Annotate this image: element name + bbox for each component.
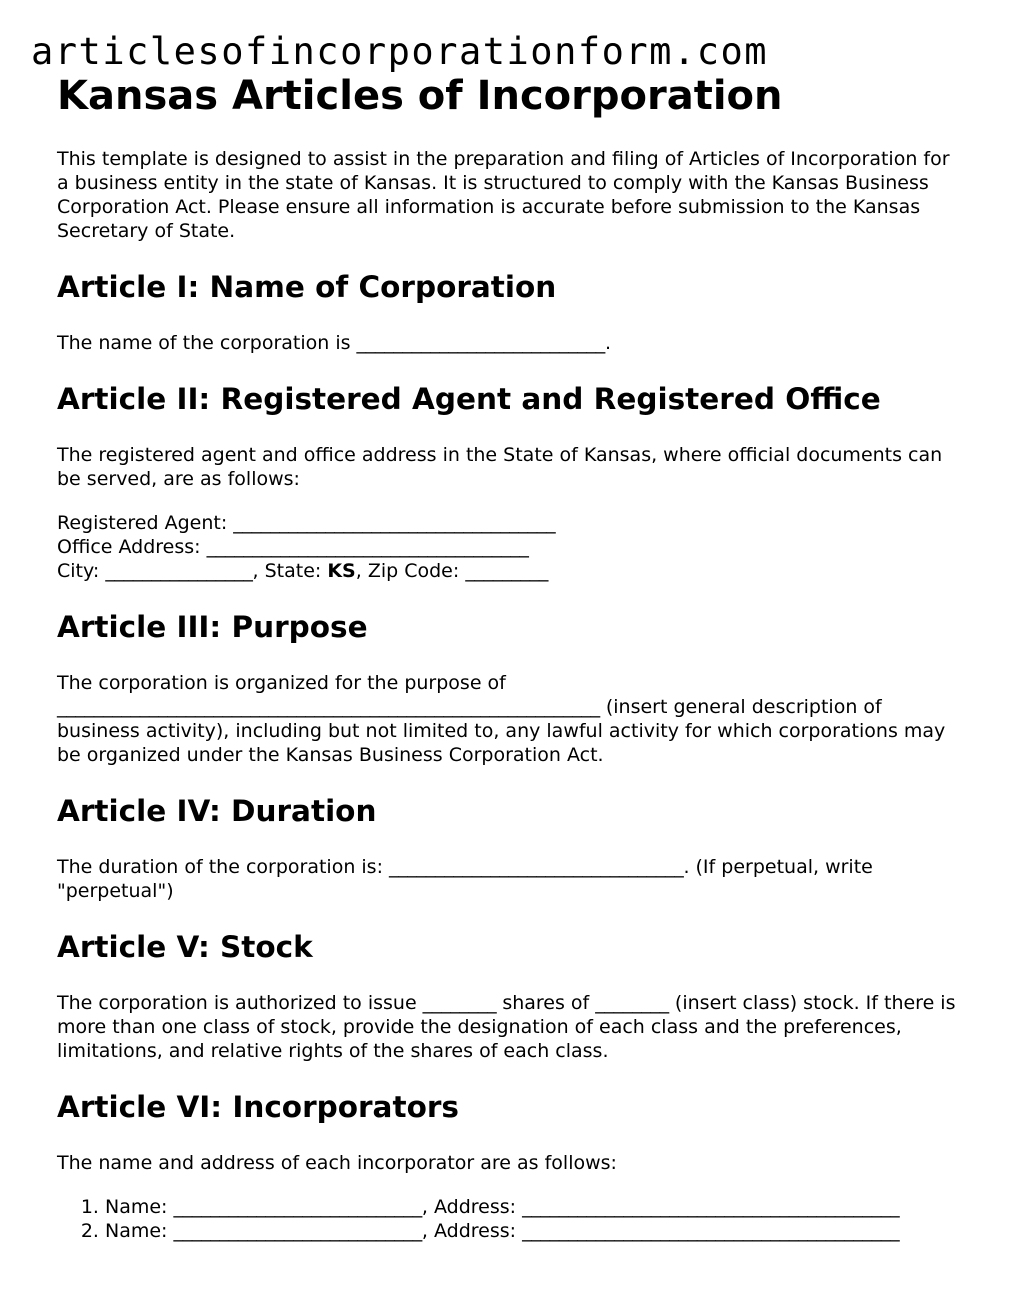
registered-agent-block xyxy=(57,511,957,583)
stock-class-blank[interactable]: ________ xyxy=(595,992,669,1014)
corporation-name-blank[interactable]: ___________________________ xyxy=(356,332,605,354)
zip-code-blank[interactable]: _________ xyxy=(465,560,549,582)
purpose-blank[interactable]: ___________________________________________________________ xyxy=(57,696,600,718)
article-4-heading: Article IV: Duration xyxy=(57,794,377,828)
article-1-text: The name of the corporation is ___________________________. xyxy=(57,332,611,354)
incorporator-item: 1. Name: ___________________________, Address: _________________________________________ xyxy=(105,1195,957,1219)
incorporator-item: 2. Name: ___________________________, Address: _________________________________________ xyxy=(105,1219,957,1243)
registered-agent-line: Registered Agent: ___________________________________ xyxy=(57,512,556,534)
article-3-text: The corporation is organized for the purpose of ___________________________________________________________ (insert general description of business activity), including but not limited to, any lawful activity for which corporations may be organized under the Kansas Business Corporation Act. xyxy=(57,672,946,766)
incorporator-address-blank[interactable]: _________________________________________ xyxy=(522,1220,900,1242)
state-value: KS xyxy=(327,560,356,582)
office-address-line: Office Address: ___________________________________ xyxy=(57,536,529,558)
article-3-heading: Article III: Purpose xyxy=(57,610,368,644)
document xyxy=(57,72,957,1243)
office-address-blank[interactable]: ___________________________________ xyxy=(206,536,529,558)
article-1-heading: Article I: Name of Corporation xyxy=(57,270,557,304)
article-6-heading: Article VI: Incorporators xyxy=(57,1090,459,1124)
duration-blank[interactable]: ________________________________ xyxy=(389,856,684,878)
article-5-heading: Article V: Stock xyxy=(57,930,313,964)
article-6-text: The name and address of each incorporator are as follows: xyxy=(57,1152,617,1174)
shares-count-blank[interactable]: ________ xyxy=(422,992,497,1014)
article-2-heading: Article II: Registered Agent and Registered Office xyxy=(57,382,881,416)
incorporator-name-blank[interactable]: ___________________________ xyxy=(173,1220,422,1242)
registered-agent-blank[interactable]: ___________________________________ xyxy=(233,512,556,534)
city-state-zip-line: City: ________________, State: KS, Zip Code: _________ xyxy=(57,560,549,582)
incorporator-list xyxy=(57,1195,957,1243)
article-2-text: The registered agent and office address in the State of Kansas, where official documents can be served, are as follows: xyxy=(57,444,943,490)
page-title: Kansas Articles of Incorporation xyxy=(57,73,783,119)
article-4-text: The duration of the corporation is: ________________________________. (If perpetual, write "perpetual") xyxy=(57,856,873,902)
incorporator-name-blank[interactable]: ___________________________ xyxy=(173,1196,422,1218)
incorporator-address-blank[interactable]: _________________________________________ xyxy=(522,1196,900,1218)
watermark: articlesofincorporationform.com xyxy=(31,30,769,73)
article-5-text: The corporation is authorized to issue ________ shares of ________ (insert class) stock. If there is more than one class of stock, provide the designation of each class and the preferences, limitations, and relative rights of the shares of each class. xyxy=(57,992,956,1062)
city-blank[interactable]: ________________ xyxy=(105,560,253,582)
intro-paragraph: This template is designed to assist in the preparation and filing of Articles of Incorporation for a business entity in the state of Kansas. It is structured to comply with the Kansas Business Corporation Act. Please ensure all information is accurate before submission to the Kansas Secretary of State. xyxy=(57,148,950,242)
